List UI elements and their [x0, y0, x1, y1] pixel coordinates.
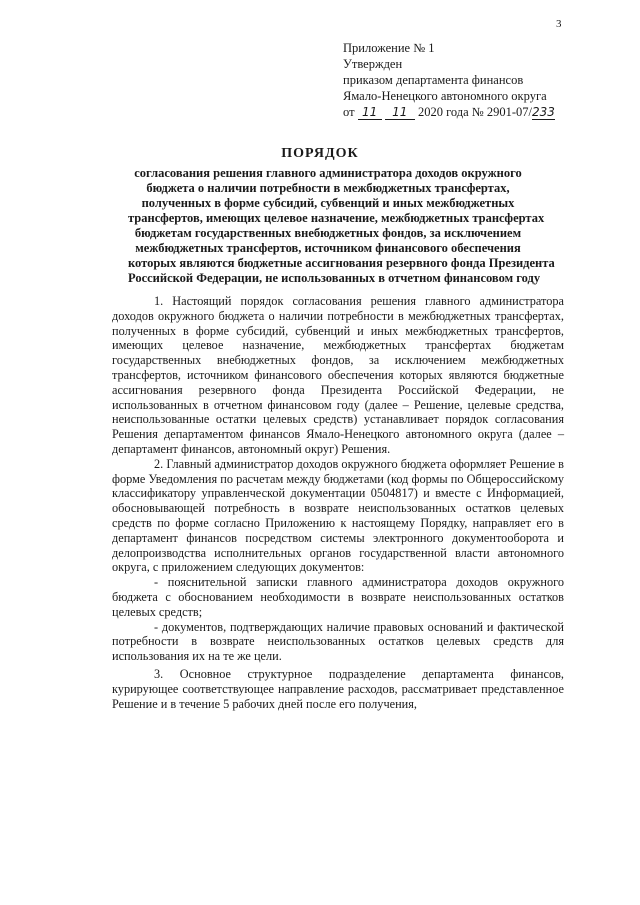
paragraph-2: 2. Главный администратор доходов окружного бюджета оформляет Решение в форме Уведомления по расчетам между бюджетами (код формы по Общероссийскому классификатору управленческой документации 0504817) и вместе с Информацией, обосновывающей потребность в возврате неиспользованных остатков целевых средств по форме согласно Приложению к настоящему Порядку, направляет его в департамент финансов посредством системы электронного документооборота и делопроизводства исполнительных органов государственной власти автономного округа, с приложением следующих документов: [112, 456, 564, 575]
paragraph-3: 3. Основное структурное подразделение департамента финансов, курирующее соответствующее направление расходов, рассматривает представленное Решение и в течение 5 рабочих дней после его получения, [112, 666, 564, 711]
document-body [112, 294, 564, 711]
subtitle-line: полученных в форме субсидий, субвенций и иных межбюджетных [141, 196, 515, 210]
subtitle-line: бюджетам государственных внебюджетных фондов, за исключением [134, 226, 522, 240]
order-date-line [343, 104, 555, 120]
page-number: 3 [556, 18, 562, 30]
handwritten-day: 11 [358, 106, 382, 120]
handwritten-number: 233 [532, 105, 555, 119]
order-label: приказом департамента финансов [343, 73, 524, 87]
date-rest: 2020 года № 2901-07/ [417, 105, 532, 119]
approval-block [343, 40, 555, 120]
subtitle-line: согласования решения главного администратора доходов окружного [134, 166, 522, 180]
subtitle-line: которых являются бюджетные ассигнования резервного фонда Президента [128, 256, 555, 270]
document-subtitle [128, 166, 555, 286]
approved-label: Утвержден [343, 57, 403, 71]
subtitle-line: Российской Федерации, не использованных в отчетном финансовом году [128, 271, 541, 285]
handwritten-month: 11 [385, 106, 415, 120]
subtitle-line: трансфертов, имеющих целевое назначение, межбюджетных трансфертах [128, 211, 545, 225]
list-item-explanatory-note: - пояснительной записки главного администратора доходов окружного бюджета с обоснованием необходимости в возврате неиспользованных остатков целевых средств; [112, 575, 564, 619]
list-item-supporting-documents: - документов, подтверждающих наличие правовых оснований и фактической потребности в возврате неиспользованных остатков целевых средств для использования их на те же цели. [112, 619, 564, 664]
document-title: ПОРЯДОК [281, 146, 359, 161]
subtitle-line: бюджета о наличии потребности в межбюджетных трансфертах, [146, 181, 510, 195]
date-prefix: от [343, 105, 355, 119]
region-label: Ямало-Ненецкого автономного округа [343, 89, 547, 103]
appendix-label: Приложение № 1 [343, 41, 435, 55]
paragraph-1: 1. Настоящий порядок согласования решения главного администратора доходов окружного бюджета о наличии потребности в межбюджетных трансфертах, полученных в форме субсидий, субвенций и иных межбюджетных трансфертов, имеющих целевое назначение, межбюджетных трансфертах бюджетам государственных внебюджетных фондов, за исключением межбюджетных трансфертов, источником финансового обеспечения которых являются бюджетные ассигнования резервного фонда Президента Российской Федерации, не использованных в отчетном финансовом году (далее – Решение, целевые средства, неиспользованные остатки целевых средств) устанавливает порядок согласования Решения департаментом финансов Ямало-Ненецкого автономного округа (далее – департамент финансов, автономный округ) Решения. [112, 294, 564, 456]
subtitle-line: межбюджетных трансфертов, источником финансового обеспечения [135, 241, 521, 255]
